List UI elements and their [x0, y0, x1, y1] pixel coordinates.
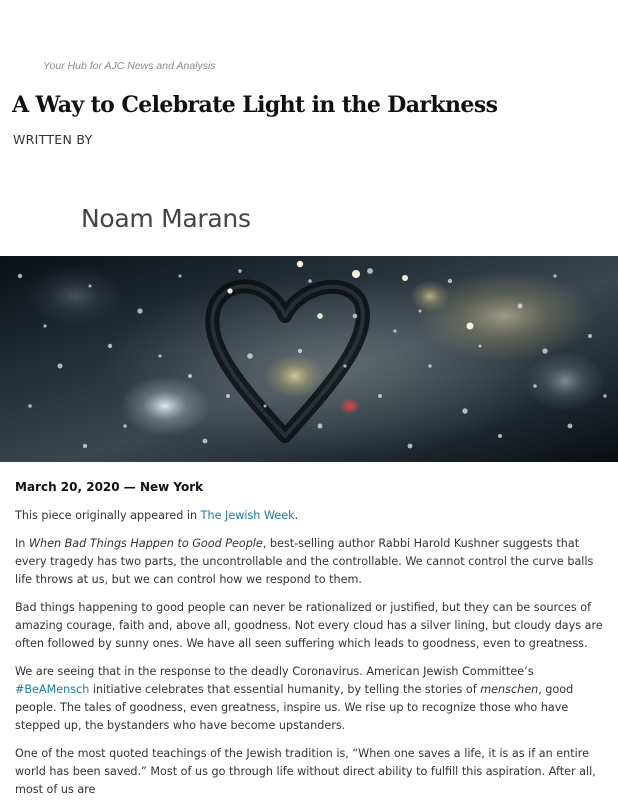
hero-image [0, 256, 618, 462]
author-name[interactable]: Noam Marans [81, 204, 251, 233]
dateline: March 20, 2020 — New York [15, 480, 204, 494]
paragraph-coronavirus [15, 663, 605, 735]
paragraph-teaching: One of the most quoted teachings of the Jewish tradition is, “When one saves a life, it is as if an entire world has been saved.” Most of us go through life without direct ability to fulfill this aspiration. After all, most of us are [15, 747, 596, 796]
paragraph-text: . [294, 509, 299, 522]
site-tagline: Your Hub for AJC News and Analysis [43, 60, 216, 72]
source-link[interactable]: The Jewish Week [200, 509, 295, 522]
paragraph-text: initiative celebrates that essential humanity, by telling the stories of [89, 683, 481, 696]
paragraph-text: , good people. The tales of goodness, even greatness, inspire us. We rise up to recognize those who have stepped up, the bystanders who have become upstanders. [15, 683, 574, 732]
paragraph-text: We are seeing that in the response to the deadly Coronavirus. American Jewish Committee’s [15, 665, 534, 678]
paragraph-goodness: Bad things happening to good people can never be rationalized or justified, but they can be sources of amazing courage, faith and, above all, goodness. Not every cloud has a silver lining, but cloudy days are often followed by sunny ones. We have all seen suffering which leads to goodness, even to greatness. [15, 601, 603, 650]
paragraph-text: This piece originally appeared in [15, 509, 201, 522]
written-by-label: WRITTEN BY [13, 132, 93, 147]
book-title: When Bad Things Happen to Good People [28, 537, 263, 550]
paragraph-kushner [15, 535, 605, 589]
paragraph-text: , best-selling author Rabbi Harold Kushner suggests that every tragedy has two parts, the uncontrollable and the controllable. We cannot control the curve balls life throws at us, but we can control how we respond to them. [15, 537, 594, 586]
heart-on-rainy-window-icon [0, 256, 618, 462]
paragraph-source [15, 507, 605, 525]
article-title: A Way to Celebrate Light in the Darkness [12, 92, 498, 118]
italic-word: menschen [480, 683, 539, 696]
paragraph-text: In [15, 537, 29, 550]
hashtag-link[interactable]: #BeAMensch [15, 683, 90, 696]
article-body [15, 478, 605, 809]
